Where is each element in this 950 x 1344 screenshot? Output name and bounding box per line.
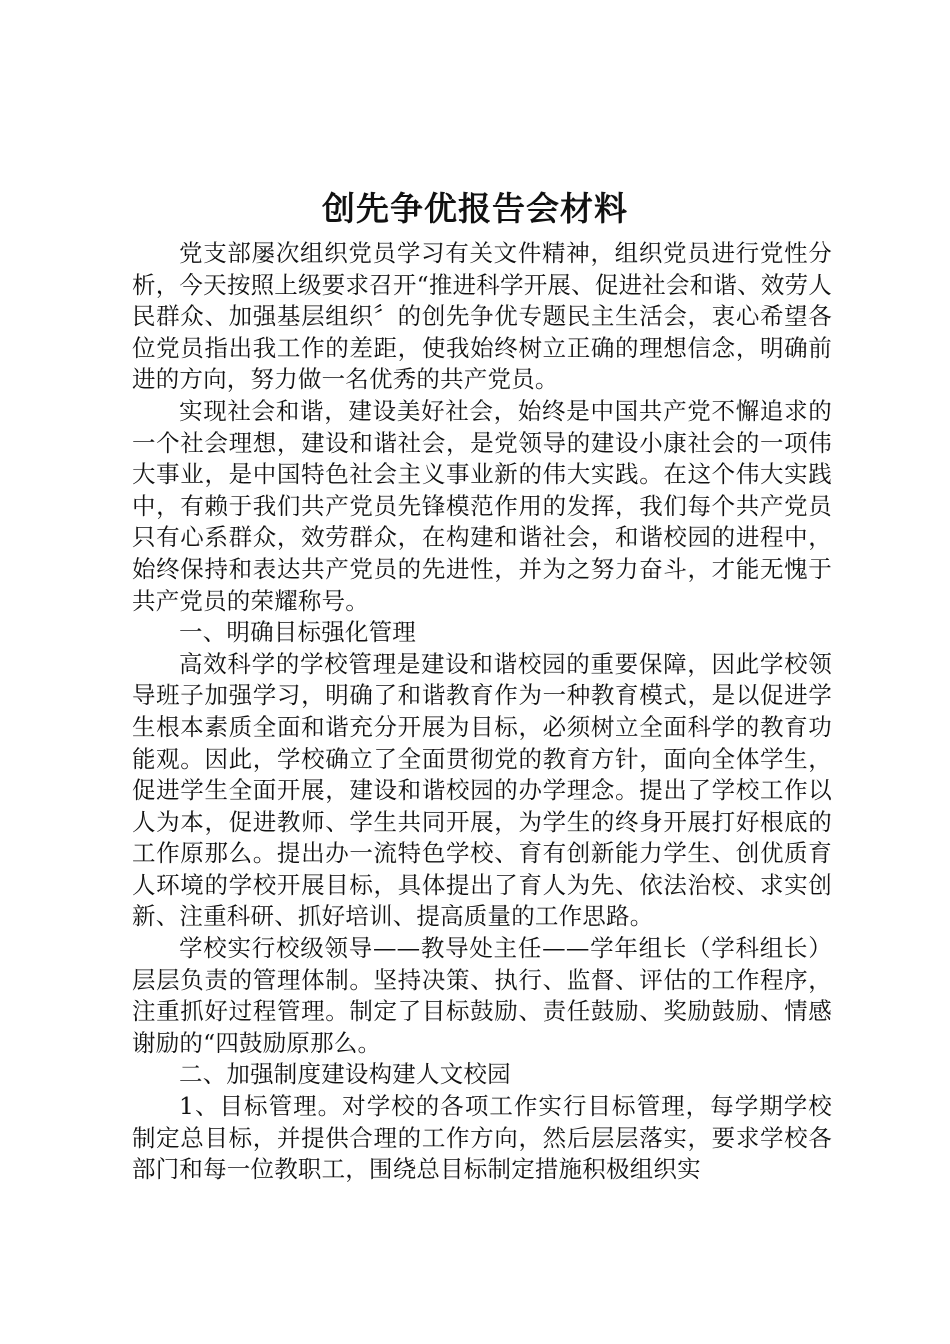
paragraph-system: 学校实行校级领导——教导处主任——学年组长（学科组长）层层负责的管理体制。坚持决策、执行、监督、评估的工作程序，注重抓好过程管理。制定了目标鼓励、责任鼓励、奖励鼓励、情感谢励的“四鼓励原那么。 bbox=[132, 934, 832, 1057]
paragraph-management: 高效科学的学校管理是建设和谐校园的重要保障，因此学校领导班子加强学习，明确了和谐教育作为一种教育模式，是以促进学生根本素质全面和谐充分开展为目标，必须树立全面科学的教育功能观。因此，学校确立了全面贯彻党的教育方针，面向全体学生，促进学生全面开展，建设和谐校园的办学理念。提出了学校工作以人为本，促进教师、学生共同开展，为学生的终身开展打好根底的工作原那么。提出办一流特色学校、育有创新能力学生、创优质育人环境的学校开展目标，具体提出了育人为先、依法治校、求实创新、注重科研、抓好培训、提高质量的工作思路。 bbox=[132, 649, 832, 931]
section-heading-2: 二、加强制度建设构建人文校园 bbox=[179, 1060, 511, 1089]
paragraph-target-management: 1、目标管理。对学校的各项工作实行目标管理，每学期学校制定总目标，并提供合理的工作方向，然后层层落实，要求学校各部门和每一位教职工，围绕总目标制定措施积极组织实 bbox=[132, 1092, 832, 1184]
section-heading-1: 一、明确目标强化管理 bbox=[179, 618, 416, 647]
paragraph-harmony: 实现社会和谐，建设美好社会，始终是中国共产党不懈追求的一个社会理想，建设和谐社会，是党领导的建设小康社会的一项伟大事业，是中国特色社会主义事业新的伟大实践。在这个伟大实践中，有赖于我们共产党员先锋模范作用的发挥，我们每个共产党员只有心系群众，效劳群众，在构建和谐社会，和谐校园的进程中，始终保持和表达共产党员的先进性，并为之努力奋斗，才能无愧于共产党员的荣耀称号。 bbox=[132, 396, 832, 615]
document-title: 创先争优报告会材料 bbox=[322, 189, 628, 228]
document-body bbox=[132, 238, 832, 1186]
paragraph-intro: 党支部屡次组织党员学习有关文件精神，组织党员进行党性分析，今天按照上级要求召开“推进科学开展、促进社会和谐、效劳人民群众、加强基层组织〞的创先争优专题民主生活会，衷心希望各位党员指出我工作的差距，使我始终树立正确的理想信念，明确前进的方向，努力做一名优秀的共产党员。 bbox=[132, 239, 832, 394]
